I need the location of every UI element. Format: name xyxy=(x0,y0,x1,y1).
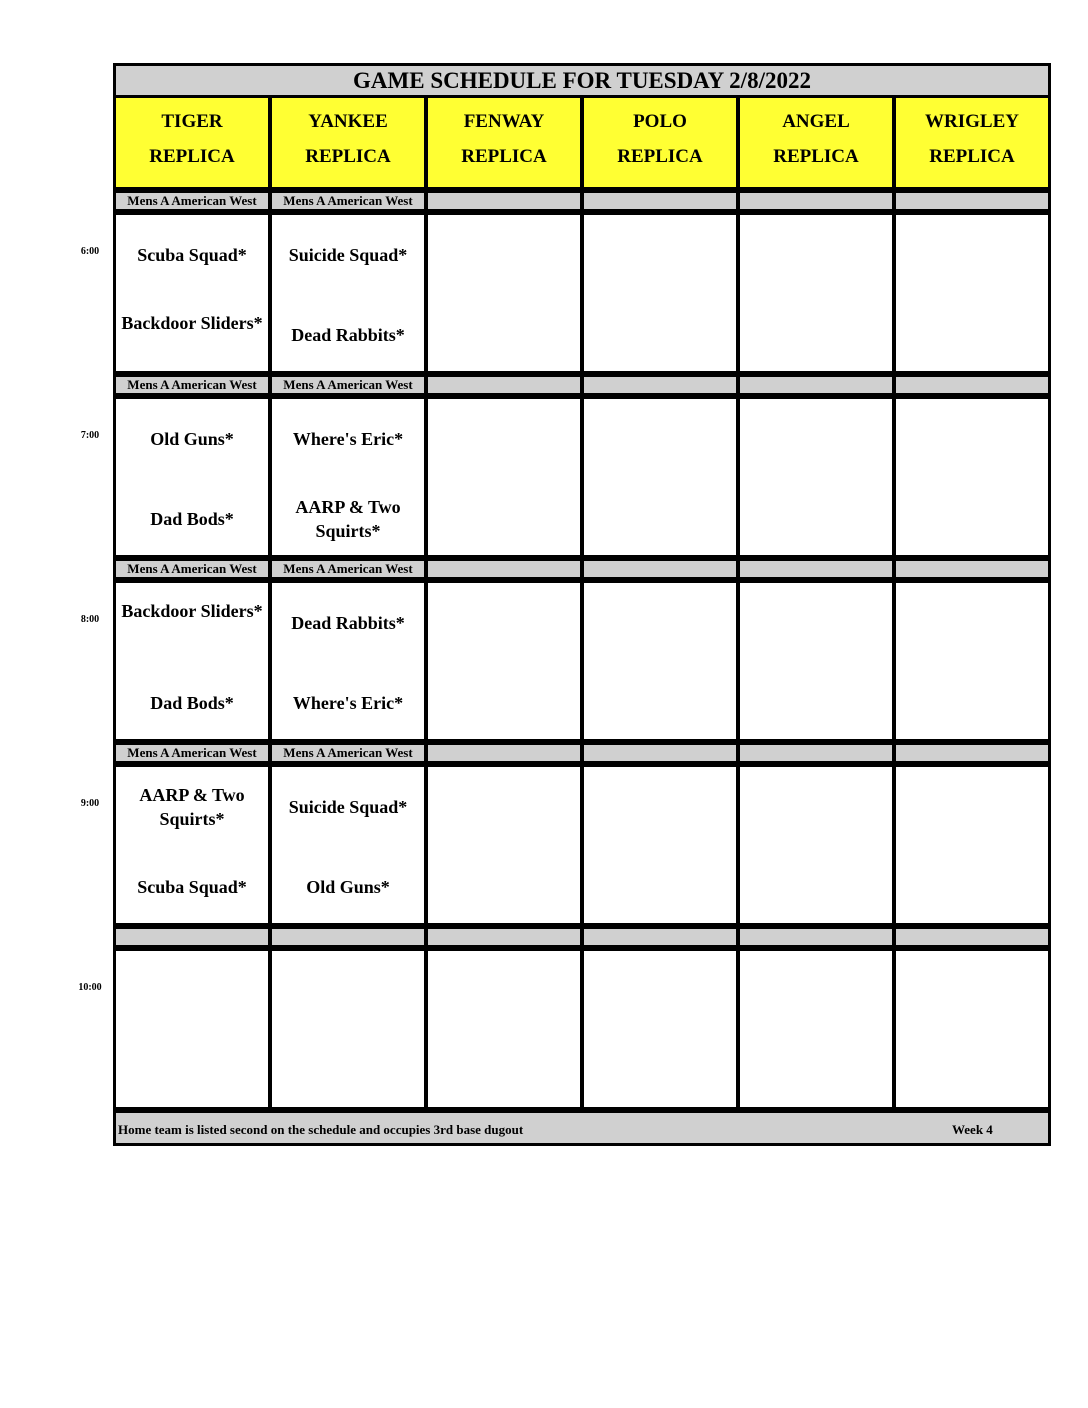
division-label xyxy=(581,374,739,396)
home-team: Dead Rabbits* xyxy=(291,325,405,345)
game-cell xyxy=(737,764,895,926)
division-label xyxy=(581,190,739,212)
home-team: Dad Bods* xyxy=(150,509,234,529)
game-cell xyxy=(269,212,427,374)
home-team: AARP & Two Squirts* xyxy=(295,497,401,541)
game-cell xyxy=(893,948,1051,1110)
time-label: 8:00 xyxy=(80,614,100,625)
field-name: FENWAY xyxy=(463,111,545,132)
away-team: Backdoor Sliders* xyxy=(121,601,263,621)
field-name: TIGER xyxy=(161,111,223,132)
division-label xyxy=(581,742,739,764)
footer-bar xyxy=(113,1110,1051,1146)
division-label xyxy=(113,926,271,948)
field-name: WRIGLEY xyxy=(925,111,1019,132)
game-cell xyxy=(737,212,895,374)
home-team: Dad Bods* xyxy=(150,693,234,713)
home-team: Scuba Squad* xyxy=(137,877,247,897)
division-label: Mens A American West xyxy=(113,374,271,396)
field-name: ANGEL xyxy=(782,111,850,132)
page-title: GAME SCHEDULE FOR TUESDAY 2/8/2022 xyxy=(113,63,1051,98)
division-label xyxy=(737,190,895,212)
division-label: Mens A American West xyxy=(113,558,271,580)
field-header-2 xyxy=(425,98,583,190)
away-team: Where's Eric* xyxy=(292,429,404,449)
footer-note: Home team is listed second on the schedule and occupies 3rd base dugout xyxy=(118,1122,524,1137)
game-cell xyxy=(113,948,271,1110)
game-cell xyxy=(113,396,271,558)
home-team: Old Guns* xyxy=(306,877,390,897)
division-label xyxy=(893,742,1051,764)
away-team: Scuba Squad* xyxy=(137,245,247,265)
away-team: Old Guns* xyxy=(150,429,234,449)
time-label: 6:00 xyxy=(80,246,100,257)
home-team: Where's Eric* xyxy=(292,693,404,713)
division-label xyxy=(425,558,583,580)
time-label: 7:00 xyxy=(80,430,100,441)
away-team: Suicide Squad* xyxy=(288,797,408,817)
division-label xyxy=(425,742,583,764)
division-label xyxy=(581,558,739,580)
game-cell xyxy=(737,948,895,1110)
game-cell xyxy=(425,580,583,742)
home-team: Backdoor Sliders* xyxy=(121,313,263,333)
division-label xyxy=(269,926,427,948)
game-cell xyxy=(113,764,271,926)
division-label: Mens A American West xyxy=(269,190,427,212)
division-label xyxy=(737,558,895,580)
game-cell xyxy=(581,212,739,374)
field-subtitle: REPLICA xyxy=(929,146,1015,167)
field-subtitle: REPLICA xyxy=(773,146,859,167)
field-header-1 xyxy=(269,98,427,190)
division-label xyxy=(893,926,1051,948)
game-cell xyxy=(737,580,895,742)
game-cell xyxy=(581,580,739,742)
game-cell xyxy=(269,580,427,742)
game-cell xyxy=(737,396,895,558)
game-cell xyxy=(269,396,427,558)
field-header-4 xyxy=(737,98,895,190)
field-header-0 xyxy=(113,98,271,190)
field-subtitle: REPLICA xyxy=(305,146,391,167)
division-label: Mens A American West xyxy=(269,558,427,580)
division-label xyxy=(893,190,1051,212)
game-cell xyxy=(893,580,1051,742)
game-cell xyxy=(581,764,739,926)
division-label xyxy=(425,190,583,212)
division-label xyxy=(425,374,583,396)
field-subtitle: REPLICA xyxy=(461,146,547,167)
division-label xyxy=(893,558,1051,580)
field-name: POLO xyxy=(633,111,687,132)
game-cell xyxy=(425,212,583,374)
game-cell xyxy=(269,764,427,926)
game-cell xyxy=(581,396,739,558)
time-label: 10:00 xyxy=(78,982,102,993)
field-subtitle: REPLICA xyxy=(617,146,703,167)
game-cell xyxy=(425,948,583,1110)
division-label: Mens A American West xyxy=(113,742,271,764)
division-label xyxy=(581,926,739,948)
week-label: Week 4 xyxy=(952,1122,993,1137)
away-team: AARP & Two Squirts* xyxy=(139,785,245,829)
field-subtitle: REPLICA xyxy=(149,146,235,167)
division-label: Mens A American West xyxy=(269,374,427,396)
division-label: Mens A American West xyxy=(113,190,271,212)
division-label xyxy=(737,742,895,764)
game-cell xyxy=(113,580,271,742)
game-cell xyxy=(113,212,271,374)
away-team: Dead Rabbits* xyxy=(291,613,405,633)
game-cell xyxy=(893,764,1051,926)
game-cell xyxy=(425,396,583,558)
division-label xyxy=(425,926,583,948)
game-cell xyxy=(425,764,583,926)
division-label xyxy=(893,374,1051,396)
game-cell xyxy=(581,948,739,1110)
game-cell xyxy=(893,396,1051,558)
away-team: Suicide Squad* xyxy=(288,245,408,265)
time-label: 9:00 xyxy=(80,798,100,809)
field-header-3 xyxy=(581,98,739,190)
division-label xyxy=(737,926,895,948)
game-cell xyxy=(893,212,1051,374)
game-cell xyxy=(269,948,427,1110)
field-header-5 xyxy=(893,98,1051,190)
division-label xyxy=(737,374,895,396)
division-label: Mens A American West xyxy=(269,742,427,764)
field-name: YANKEE xyxy=(308,111,388,132)
